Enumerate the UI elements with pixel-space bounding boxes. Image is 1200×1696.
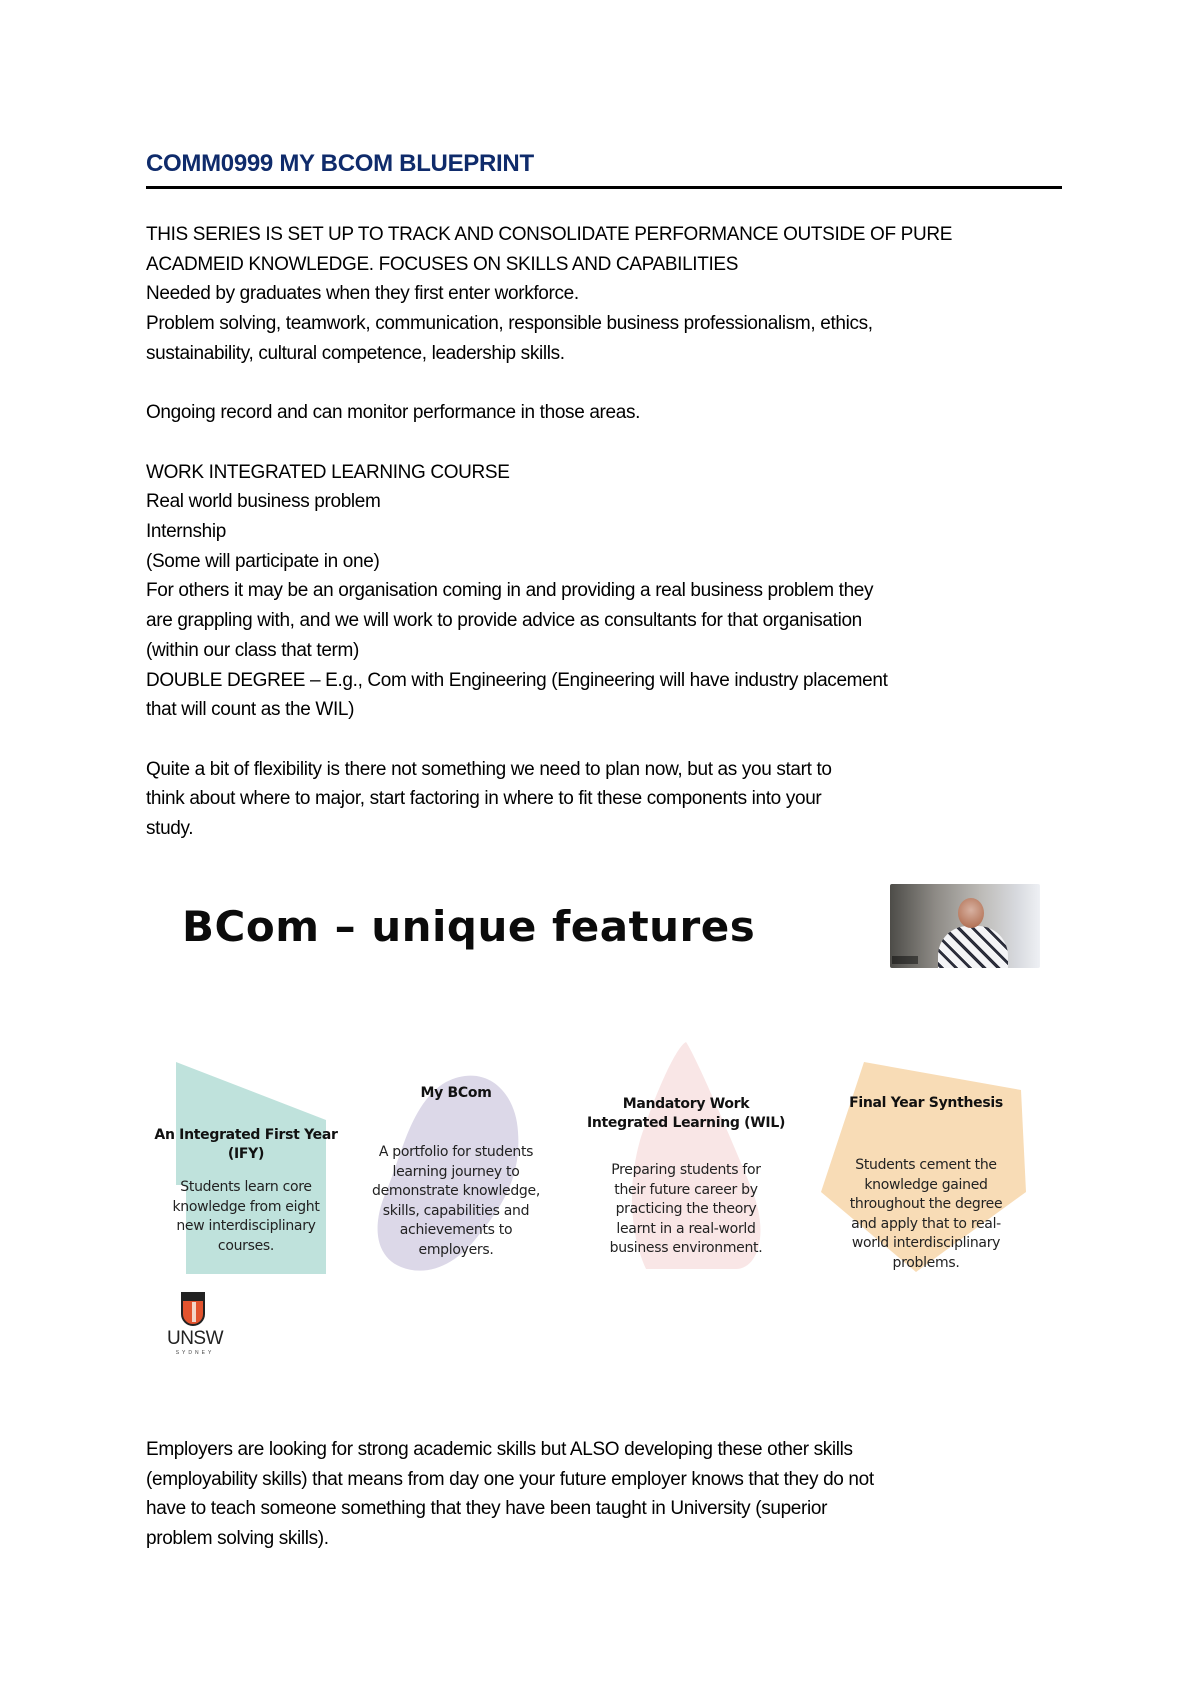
presenter-name-tag: [892, 956, 918, 964]
feature-desc-line: world interdisciplinary: [851, 1235, 1001, 1251]
wil-line: For others it may be an organisation coming in and providing a real business problem they: [146, 580, 874, 602]
ongoing-record-line: Ongoing record and can monitor performance in those areas.: [146, 402, 641, 424]
feature-desc-line: Students learn core: [180, 1179, 312, 1195]
embedded-slide-image: [146, 872, 1066, 1382]
feature-desc-line: practicing the theory: [615, 1201, 757, 1217]
intro-line: Problem solving, teamwork, communication, responsible business professionalism, ethics,: [146, 313, 873, 335]
feature-title: [816, 1094, 1036, 1113]
wil-line: that will count as the WIL): [146, 699, 355, 721]
title-underline: [146, 186, 1062, 189]
unsw-subtitle: SYDNEY: [175, 1350, 215, 1356]
feature-title: [366, 1084, 546, 1103]
feature-desc-line: throughout the degree: [849, 1196, 1003, 1212]
employers-line: have to teach someone something that they have been taught in University (superior: [146, 1498, 828, 1520]
employers-paragraph: [146, 1435, 1066, 1554]
feature-desc-line: courses.: [217, 1237, 275, 1254]
wil-heading: WORK INTEGRATED LEARNING COURSE: [146, 461, 510, 483]
intro-paragraph: [146, 220, 1066, 844]
feature-mandatory-wil: [586, 1037, 786, 1287]
feature-my-bcom: [366, 1052, 546, 1302]
intro-line: Needed by graduates when they first enter workforce.: [146, 283, 579, 305]
feature-description: [816, 1156, 1036, 1273]
feature-desc-line: and apply that to real-: [851, 1215, 1001, 1232]
document-title: COMM0999 MY BCOM BLUEPRINT: [146, 150, 534, 177]
wil-line: Internship: [146, 521, 226, 542]
feature-desc-line: problems.: [892, 1254, 960, 1271]
slide-title: BCom – unique features: [182, 902, 756, 951]
feature-final-year-synthesis: [816, 1052, 1036, 1302]
wil-line: (Some will participate in one): [146, 550, 380, 572]
feature-title: [146, 1126, 346, 1164]
blank-line: [146, 725, 1066, 755]
employers-line: Employers are looking for strong academic skills but ALSO developing these other skills: [146, 1439, 853, 1460]
feature-description: [146, 1178, 346, 1256]
feature-description: [586, 1161, 786, 1259]
flexibility-line: study.: [146, 818, 194, 840]
intro-line: THIS SERIES IS SET UP TO TRACK AND CONSOLIDATE PERFORMANCE OUTSIDE OF PURE: [146, 224, 953, 245]
unsw-wordmark: UNSW: [166, 1328, 224, 1349]
employers-line: (employability skills) that means from day one your future employer knows that they do not: [146, 1468, 874, 1490]
feature-desc-line: business environment.: [609, 1240, 763, 1256]
feature-desc-line: new interdisciplinary: [176, 1218, 316, 1234]
feature-title-line: My BCom: [420, 1085, 492, 1101]
feature-title-line: Final Year Synthesis: [849, 1095, 1003, 1111]
feature-title-line: An Integrated First Year: [154, 1127, 338, 1143]
employers-line: problem solving skills).: [146, 1528, 329, 1550]
feature-desc-line: knowledge from eight: [172, 1198, 320, 1215]
feature-title-line: Mandatory Work: [622, 1096, 750, 1112]
wil-line: DOUBLE DEGREE – E.g., Com with Engineering (Engineering will have industry placement: [146, 669, 888, 691]
feature-desc-line: employers.: [418, 1241, 494, 1258]
feature-title-line: Integrated Learning (WIL): [586, 1115, 786, 1131]
feature-desc-line: their future career by: [614, 1181, 758, 1198]
wil-line: are grappling with, and we will work to provide advice as consultants for that organisation: [146, 610, 862, 632]
feature-desc-line: skills, capabilities and: [382, 1202, 530, 1219]
feature-integrated-first-year: [146, 1052, 346, 1292]
intro-line: ACADMEID KNOWLEDGE. FOCUSES ON SKILLS AND CAPABILITIES: [146, 253, 739, 275]
blank-line: [146, 369, 1066, 399]
feature-title: [586, 1095, 786, 1133]
unsw-logo: [164, 1292, 234, 1372]
intro-line: sustainability, cultural competence, leadership skills.: [146, 342, 565, 364]
teal-quad-shape: [146, 1052, 346, 1292]
feature-desc-line: Preparing students for: [611, 1162, 761, 1178]
feature-desc-line: demonstrate knowledge,: [372, 1183, 540, 1199]
feature-description: [366, 1143, 546, 1260]
feature-desc-line: achievements to: [399, 1222, 513, 1238]
feature-desc-line: learning journey to: [392, 1163, 520, 1180]
wil-line: (within our class that term): [146, 639, 359, 661]
wil-line: Real world business problem: [146, 491, 381, 513]
feature-title-line: (IFY): [227, 1146, 265, 1162]
presenter-head: [958, 898, 984, 928]
feature-desc-line: learnt in a real-world: [616, 1220, 756, 1237]
feature-desc-line: Students cement the: [855, 1157, 997, 1173]
feature-desc-line: A portfolio for students: [378, 1144, 534, 1160]
unsw-crest-icon: [181, 1292, 205, 1326]
feature-desc-line: knowledge gained: [864, 1176, 988, 1193]
flexibility-line: Quite a bit of flexibility is there not something we need to plan now, but as you start to: [146, 758, 832, 780]
flexibility-line: think about where to major, start factoring in where to fit these components into your: [146, 788, 822, 810]
webcam-thumbnail: [890, 884, 1040, 968]
presenter-body: [938, 926, 1008, 968]
blank-line: [146, 428, 1066, 458]
